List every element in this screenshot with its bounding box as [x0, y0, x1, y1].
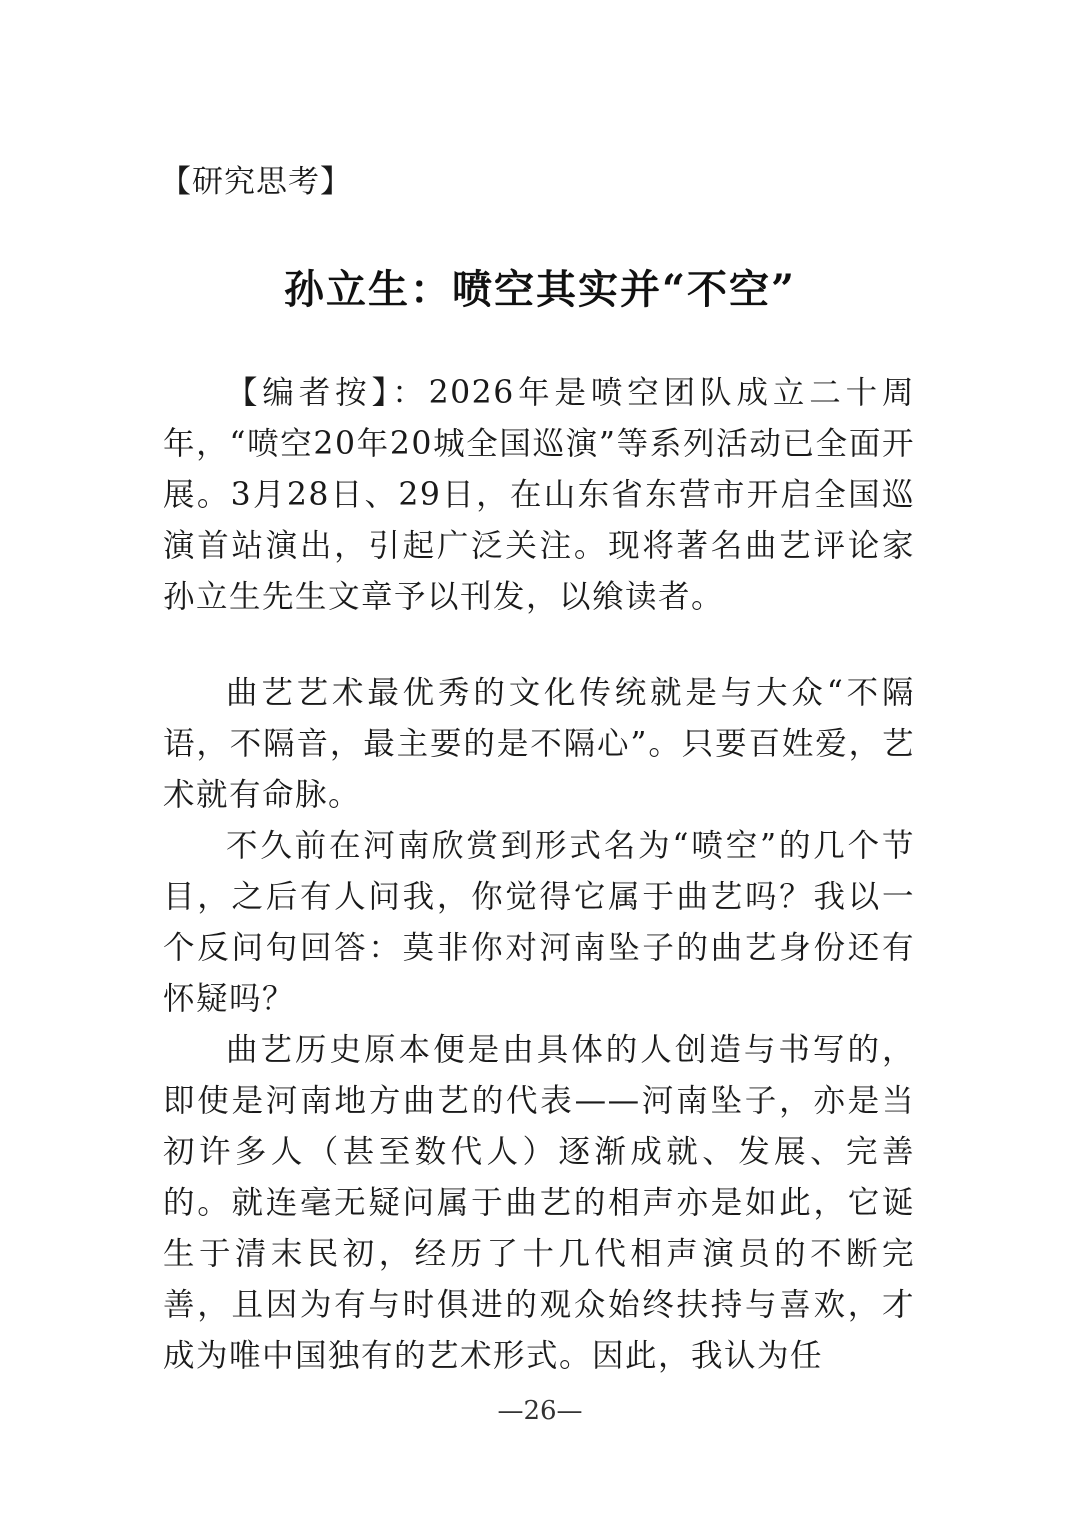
editor-note: [163, 368, 915, 623]
editor-note-paragraph: [163, 368, 915, 623]
section-tag: 【研究思考】: [160, 164, 352, 200]
editor-note-text: ：2026年是喷空团队成立二十周年，“喷空20年20城全国巡演”等系列活动已全面开展。3月28日、29日，在山东省东营市开启全国巡演首站演出，引起广泛关注。现将著名曲艺评论家孙立生先生文章予以刊发，以飨读者。: [163, 375, 915, 615]
article-body: [163, 668, 915, 1382]
body-paragraph: 曲艺艺术最优秀的文化传统就是与大众“不隔语，不隔音，最主要的是不隔心”。只要百姓爱，艺术就有命脉。: [163, 675, 915, 813]
editor-note-label: 【编者按】: [226, 375, 393, 411]
body-paragraph: 曲艺历史原本便是由具体的人创造与书写的，即使是河南地方曲艺的代表——河南坠子，亦是当初许多人（甚至数代人）逐渐成就、发展、完善的。就连毫无疑问属于曲艺的相声亦是如此，它诞生于清末民初，经历了十几代相声演员的不断完善，且因为有与时俱进的观众始终扶持与喜欢，才成为唯中国独有的艺术形式。因此，我认为任: [163, 1032, 915, 1374]
page-number: —26—: [497, 1396, 583, 1426]
article-title: 孙立生：喷空其实并“不空”: [283, 266, 796, 313]
body-paragraph: 不久前在河南欣赏到形式名为“喷空”的几个节目，之后有人问我，你觉得它属于曲艺吗？我以一个反问句回答：莫非你对河南坠子的曲艺身份还有怀疑吗？: [163, 828, 915, 1017]
